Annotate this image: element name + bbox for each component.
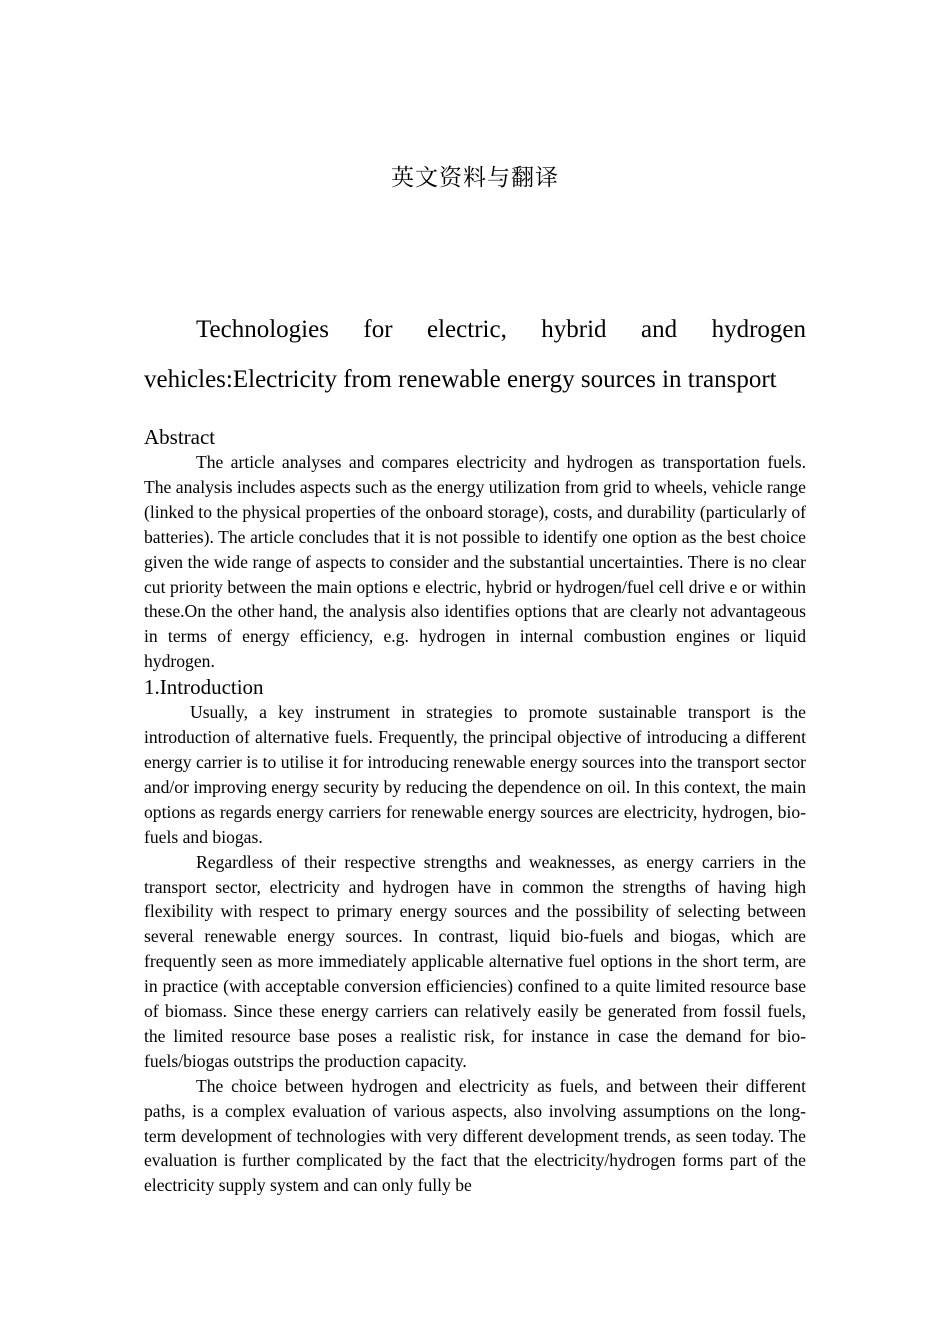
document-title-line-1: Technologies for electric, hybrid and hydrogen	[196, 316, 806, 343]
abstract-paragraph: The article analyses and compares electricity and hydrogen as transportation fuels. The analysis includes aspects such as the energy utilization from grid to wheels, vehicle range (linked to the physical properties of the onboard storage), costs, and durability (particularly of batteries). The article concludes that it is not possible to identify one option as the best choice given the wide range of aspects to consider and the substantial uncertainties. There is no clear cut priority between the main options e electric, hybrid or hydrogen/fuel cell drive e or within these.On the other hand, the analysis also identifies options that are clearly not advantageous in terms of energy efficiency, e.g. hydrogen in internal combustion engines or liquid hydrogen.	[144, 452, 806, 672]
document-title	[144, 305, 806, 405]
section-heading-abstract: Abstract	[144, 425, 216, 449]
introduction-paragraph-1: Usually, a key instrument in strategies to promote sustainable transport is the introduction of alternative fuels. Frequently, the principal objective of introducing a different energy carrier is to utilise it for introducing renewable energy sources into the transport sector and/or improving energy security by reducing the dependence on oil. In this context, the main options as regards energy carriers for renewable energy sources are electricity, hydrogen, bio-fuels and biogas.	[144, 702, 806, 847]
introduction-paragraph-2: Regardless of their respective strengths and weaknesses, as energy carriers in the transport sector, electricity and hydrogen have in common the strengths of having high flexibility with respect to primary energy sources and the possibility of selecting between several renewable energy sources. In contrast, liquid bio-fuels and biogas, which are frequently seen as more immediately applicable alternative fuel options in the short term, are in practice (with acceptable conversion efficiencies) confined to a quite limited resource base of biomass. Since these energy carriers can relatively easily be generated from fossil fuels, the limited resource base poses a realistic risk, for instance in case the demand for bio-fuels/biogas outstrips the production capacity.	[144, 851, 806, 1071]
document-body	[144, 424, 806, 1198]
section-heading-introduction: 1.Introduction	[144, 675, 264, 700]
document-header-chinese: 英文资料与翻译	[391, 165, 559, 191]
section-introduction	[144, 674, 806, 1198]
document-title-line-2: vehicles:Electricity from renewable energy sources in transport	[144, 366, 777, 393]
introduction-paragraph-3: The choice between hydrogen and electricity as fuels, and between their different paths, is a complex evaluation of various aspects, also involving assumptions on the long-term development of technologies with very different development trends, as seen today. The evaluation is further complicated by the fact that the electricity/hydrogen forms part of the electricity supply system and can only fully be	[144, 1075, 806, 1196]
section-abstract	[144, 424, 806, 674]
